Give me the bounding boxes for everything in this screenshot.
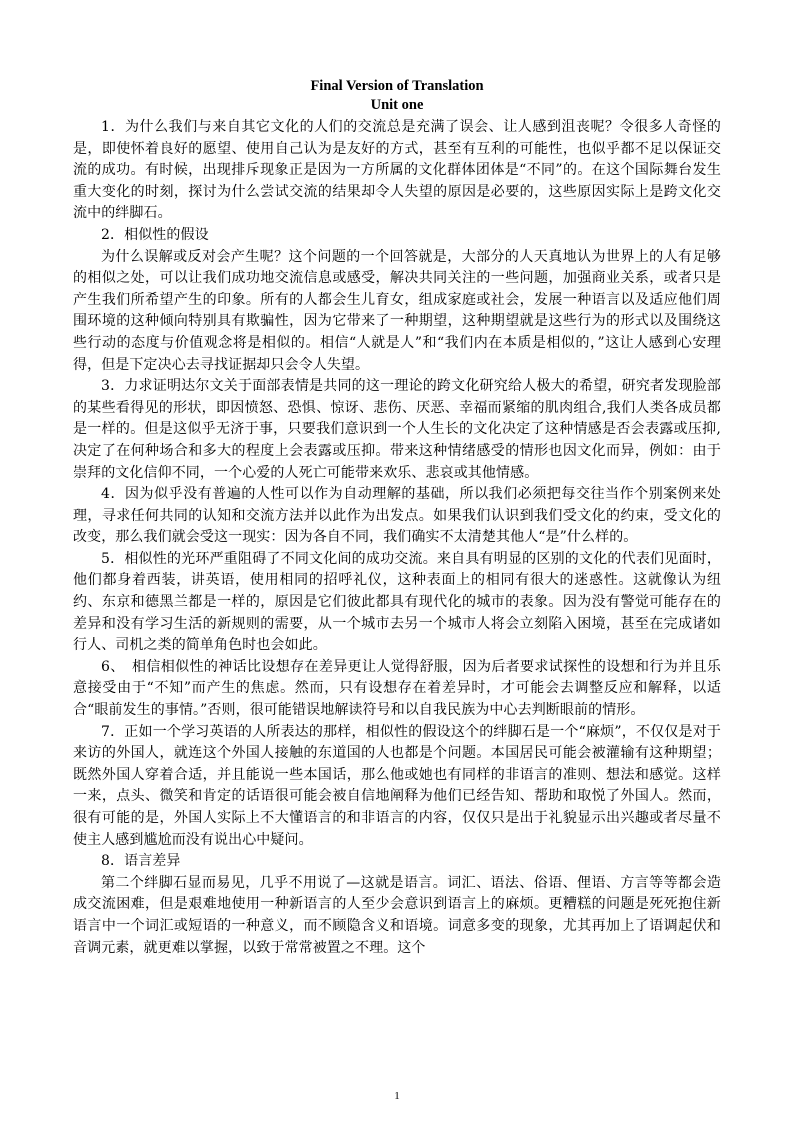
paragraph-3: 3．力求证明达尔文关于面部表情是共同的这一理论的跨文化研究给人极大的希望，研究者发现脸部的某些看得见的形状，即因愤怒、恐惧、惊讶、悲伤、厌恶、幸福而紧缩的肌肉组合,我们人类各成员都是一样的。但是这似乎无济于事，只要我们意识到一个人生长的文化决定了这种情感是否会表露或压抑,决定了在何种场合和多大的程度上会表露或压抑。带来这种情绪感受的情形也因文化而异，例如：由于崇拜的文化信仰不同，一个心爱的人死亡可能带来欢乐、悲哀或其他情感。 [73,378,721,481]
section-heading-language: 8．语言差异 [101,853,181,870]
paragraph-7: 7．正如一个学习英语的人所表达的那样，相似性的假设这个的绊脚石是一个“麻烦”，不仅仅是对于来访的外国人，就连这个外国人接触的东道国的人也都是个问题。本国居民可能会被灌输有这种期望；既然外国人穿着合适，并且能说一些本国话，那么他或她也有同样的非语言的准则、想法和感觉。这样一来，点头、微笑和肯定的话语很可能会被自信地阐释为他们已经告知、帮助和取悦了外国人。然而，很有可能的是，外国人实际上不大懂语言的和非语言的内容，仅仅只是出于礼貌显示出兴趣或者尽量不使主人感到尴尬而没有说出心中疑问。 [73,723,721,848]
paragraph-1: 1．为什么我们与来自其它文化的人们的交流总是充满了误会、让人感到沮丧呢？令很多人奇怪的是，即使怀着良好的愿望、使用自己认为是友好的方式，甚至有互利的可能性，也似乎都不足以保证交流的成功。有时候，出现排斥现象正是因为一方所属的文化群体团体是“不同”的。在这个国际舞台发生重大变化的时刻，探讨为什么尝试交流的结果却令人失望的原因是必要的，这些原因实际上是跨文化交流中的绊脚石。 [73,119,721,222]
page-number: 1 [394,1090,400,1102]
document-body [73,117,721,959]
section-heading-similarity: 2．相似性的假设 [101,226,209,243]
paragraph-4: 4．因为似乎没有普遍的人性可以作为自动理解的基础，所以我们必须把每交往当作个别案例来处理，寻求任何共同的认知和交流方法并以此作为出发点。如果我们认识到我们受文化的约束，受文化的改变，那么我们就会受这一现实：因为各自不同，我们确实不太清楚其他人“是”什么样的。 [73,486,721,546]
paragraph-5: 5．相似性的光环严重阻碍了不同文化间的成功交流。来自具有明显的区别的文化的代表们见面时，他们都身着西装，讲英语，使用相同的招呼礼仪，这种表面上的相同有很大的迷惑性。这就像认为纽约、东京和德黑兰都是一样的，原因是它们彼此都具有现代化的城市的表象。因为没有警觉可能存在的差异和没有学习生活的新规则的需要，从一个城市去另一个城市人将会立刻陷入困境，甚至在完成诸如行人、司机之类的简单角色时也会如此。 [73,550,721,654]
paragraph-8: 第二个绊脚石显而易见，几乎不用说了—这就是语言。词汇、语法、俗语、俚语、方言等等都会造成交流困难，但是艰难地使用一种新语言的人至少会意识到语言上的麻烦。更糟糕的问题是死死抱住新语言中一个词汇或短语的一种意义，而不顾隐含义和语境。词意多变的现象，尤其再加上了语调起伏和音调元素，就更难以掌握，以致于常常被置之不理。这个 [73,874,721,956]
unit-subtitle: Unit one [370,97,424,113]
document-title: Final Version of Translation [310,78,484,94]
paragraph-2: 为什么误解或反对会产生呢？这个问题的一个回答就是，大部分的人天真地认为世界上的人有足够的相似之处，可以让我们成功地交流信息或感受，解决共同关注的一些问题，加强商业关系，或者只是产生我们所希望产生的印象。所有的人都会生儿育女，组成家庭或社会，发展一种语言以及适应他们周围环境的这种倾向特别具有欺骗性，因为它带来了一种期望，这种期望就是这些行为的形式以及围绕这些行动的态度与价值观念将是相似的。相信“人就是人”和“我们内在本质是相似的，”这让人感到心安理得，但是下定决心去寻找证据却只会令人失望。 [73,248,721,373]
paragraph-6: 6、 相信相似性的神话比设想存在差异更让人觉得舒服，因为后者要求试探性的设想和行为并且乐意接受由于“不知”而产生的焦虑。然而，只有设想存在着差异时，才可能会去调整反应和解释，以适合“眼前发生的事情。”否则，很可能错误地解读符号和以自我民族为中心去判断眼前的情形。 [73,658,721,719]
